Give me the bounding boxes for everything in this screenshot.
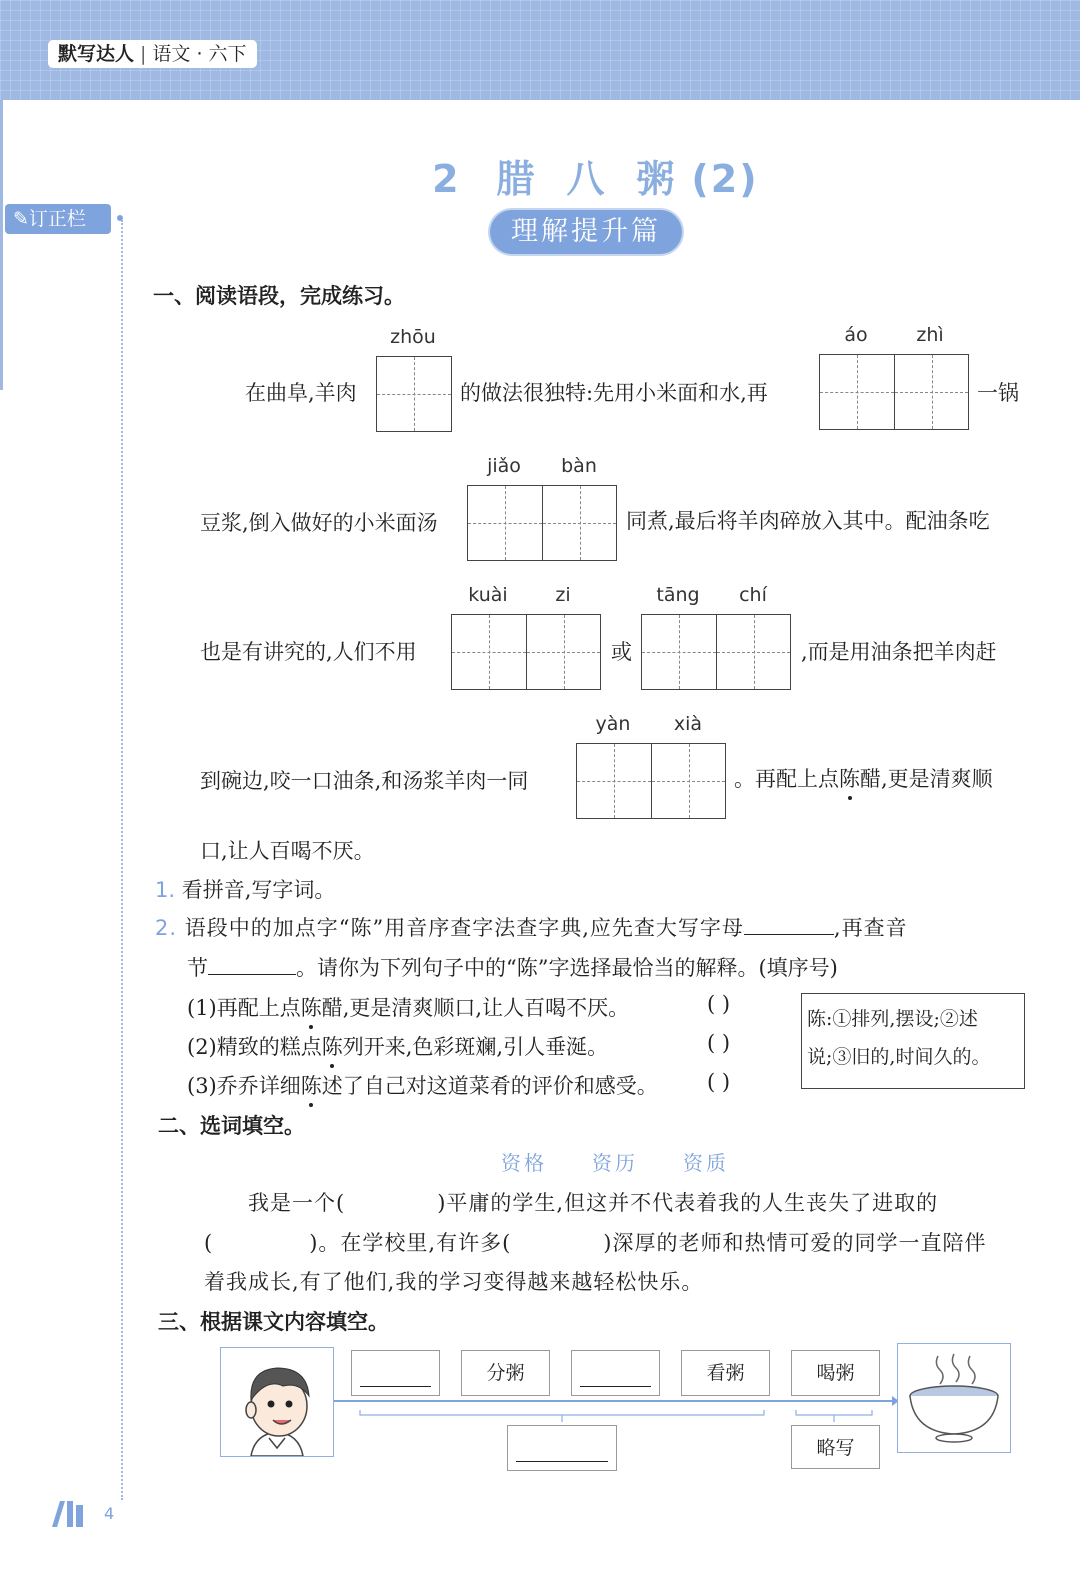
page-number: 4 [104,1504,115,1523]
passage-line3-b: 或 [611,640,632,664]
question-1 [155,874,335,904]
fill-text-line2 [204,1227,986,1257]
passage-line2-a: 豆浆,倒入做好的小米面汤 [200,511,438,535]
flow-box-1[interactable] [351,1350,440,1396]
passage-line1-a: 在曲阜,羊肉 [245,381,357,405]
sentence-text: 醋,更是清爽顺口,让人百喝不厌。 [321,996,630,1020]
passage-line1-b: 的做法很独特:先用小米面和水,再 [460,381,768,405]
left-margin-rule [0,100,3,390]
fill-text-line1 [248,1187,938,1217]
grid-cell[interactable] [651,744,725,818]
sentence-item [187,992,629,1022]
lesson-title [0,148,1080,203]
word-choice: 资质 [683,1151,729,1175]
question-text: 。请你为下列句子中的“陈”字选择最恰当的解释。(填序号) [296,956,838,980]
series-tag [48,40,257,68]
separator: | [140,43,147,65]
flow-arrows [334,1396,899,1426]
word-choice: 资历 [592,1151,638,1175]
answer-paren[interactable]: ( ) [707,1070,731,1094]
pinyin-kuai: kuài [468,584,508,606]
sentence-text: 述了自己对这道菜肴的评价和感受。 [321,1074,658,1098]
detail-answer-box[interactable] [507,1425,617,1471]
pinyin-zi: zi [555,584,571,606]
lesson-number: 2 [432,157,461,201]
fill-text: )。在学校里,有许多( [309,1231,512,1255]
bracket-detail [360,1410,764,1422]
passage-line3-c: ,而是用油条把羊肉赶 [801,640,997,664]
pinyin-jiao: jiǎo [487,455,521,477]
passage-line4-b-text: 。再配上点 [734,767,839,791]
grid-cell[interactable] [542,486,616,560]
correction-divider [121,220,123,1500]
part2-heading: 二、选词填空。 [158,1114,305,1138]
writing-grid-tangchi[interactable] [641,614,791,690]
writing-grid-kuaizi[interactable] [451,614,601,690]
pinyin-zhi: zhì [916,324,944,346]
fill-text: )深厚的老师和热情可爱的同学一直陪伴 [603,1231,987,1255]
porridge-bowl-icon [898,1344,1010,1452]
sentence-text: 列开来,色彩斑斓,引人垂涎。 [342,1035,609,1059]
answer-paren[interactable]: ( ) [707,992,731,1016]
writing-grid-aozhi[interactable] [819,354,969,430]
passage-line4-b [734,763,993,793]
grid-cell[interactable] [526,615,600,689]
lesson-title-char: 八 [566,157,607,201]
dotted-char: 陈 [322,1031,343,1061]
passage-line2-b: 同煮,最后将羊肉碎放入其中。配油条吃 [626,509,990,533]
part3-heading: 三、根据课文内容填空。 [158,1310,389,1334]
question-number: 2. [155,916,178,940]
answer-paren[interactable]: ( ) [707,1031,731,1055]
sentence-text: (2)精致的糕点 [187,1035,322,1059]
part1-heading: 一、阅读语段，完成练习。 [153,284,405,308]
grid-cell[interactable] [716,615,790,689]
sentence-item [187,1031,608,1061]
lesson-title-char: 腊 [496,157,537,201]
pinyin-yan: yàn [595,713,631,735]
grid-cell[interactable] [577,744,651,818]
passage-line3-a: 也是有讲究的,人们不用 [200,640,417,664]
lesson-title-char: 粥 [636,157,677,201]
sentence-text: (1)再配上点 [187,996,301,1020]
passage-line5: 口,让人百喝不厌。 [200,839,375,863]
pinyin-chi: chí [739,584,767,606]
fill-text: )平庸的学生,但这并不代表着我的人生丧失了进取的 [437,1191,939,1215]
flow-box-5: 喝粥 [791,1350,880,1396]
answer-line [580,1386,651,1387]
bowl-illustration [897,1343,1011,1453]
subject-label: 语文 · 六下 [152,43,247,65]
brief-label-box: 略写 [791,1425,880,1469]
answer-blank-letter[interactable] [744,914,834,935]
flow-box-3[interactable] [571,1350,660,1396]
correction-tab [5,204,111,234]
question-number: 1. [155,878,176,902]
pinyin-ao: áo [844,324,868,346]
pinyin-tang: tāng [656,584,700,606]
pinyin-zhou: zhōu [390,326,436,348]
sentence-text: (3)乔乔详细 [187,1074,301,1098]
definition-line: 陈:①排列,摆设;②述 [807,1008,978,1030]
books-icon [50,1497,90,1527]
fill-text-line3: 着我成长,有了他们,我的学习变得越来越轻松快乐。 [204,1270,704,1294]
question-text: 节 [187,956,208,980]
chen-definitions-box [801,993,1025,1089]
fill-text: 我是一个( [248,1191,346,1215]
question-text: ,再查音 [833,916,908,940]
fill-text: ( [204,1231,214,1255]
answer-line [360,1386,431,1387]
writing-grid-yanxia[interactable] [576,743,726,819]
pencil-icon: ✎ [13,208,29,230]
word-choice: 资格 [501,1151,547,1175]
series-name: 默写达人 [58,43,135,65]
flow-box-4: 看粥 [681,1350,770,1396]
grid-cell[interactable] [452,615,526,689]
dotted-char: 陈 [301,992,322,1022]
passage-line1-c: 一锅 [977,381,1019,405]
pinyin-ban: bàn [561,455,597,477]
sentence-item [187,1070,658,1100]
boy-icon [221,1348,333,1456]
passage-line4-a: 到碗边,咬一口油条,和汤浆羊肉一同 [200,769,529,793]
lesson-part: (2) [691,157,759,201]
writing-grid-zhou[interactable] [376,356,452,432]
grid-cell[interactable] [468,486,542,560]
grid-cell[interactable] [820,355,894,429]
grid-cell[interactable] [377,357,451,431]
section-badge: 理解提升篇 [490,210,682,254]
answer-line [516,1461,608,1462]
question-text: 看拼音,写字词。 [181,878,336,902]
boy-illustration [220,1347,334,1457]
bracket-brief [796,1410,872,1422]
question-2-line2 [187,952,838,982]
dotted-char: 陈 [301,1070,322,1100]
writing-grid-jiaoban[interactable] [467,485,617,561]
question-2-line1 [155,912,908,942]
answer-blank-syllable[interactable] [208,954,296,975]
dotted-char: 陈 [839,763,860,793]
pinyin-xia: xià [673,713,703,735]
definition-line: 说;③旧的,时间久的。 [807,1046,991,1068]
grid-cell[interactable] [642,615,716,689]
flow-box-2: 分粥 [461,1350,550,1396]
grid-cell[interactable] [894,355,968,429]
passage-line4-c-text: 醋,更是清爽顺 [860,767,993,791]
correction-tab-label: 订正栏 [28,208,86,230]
question-text: 语段中的加点字“陈”用音序查字法查字典,应先查大写字母 [184,916,744,940]
